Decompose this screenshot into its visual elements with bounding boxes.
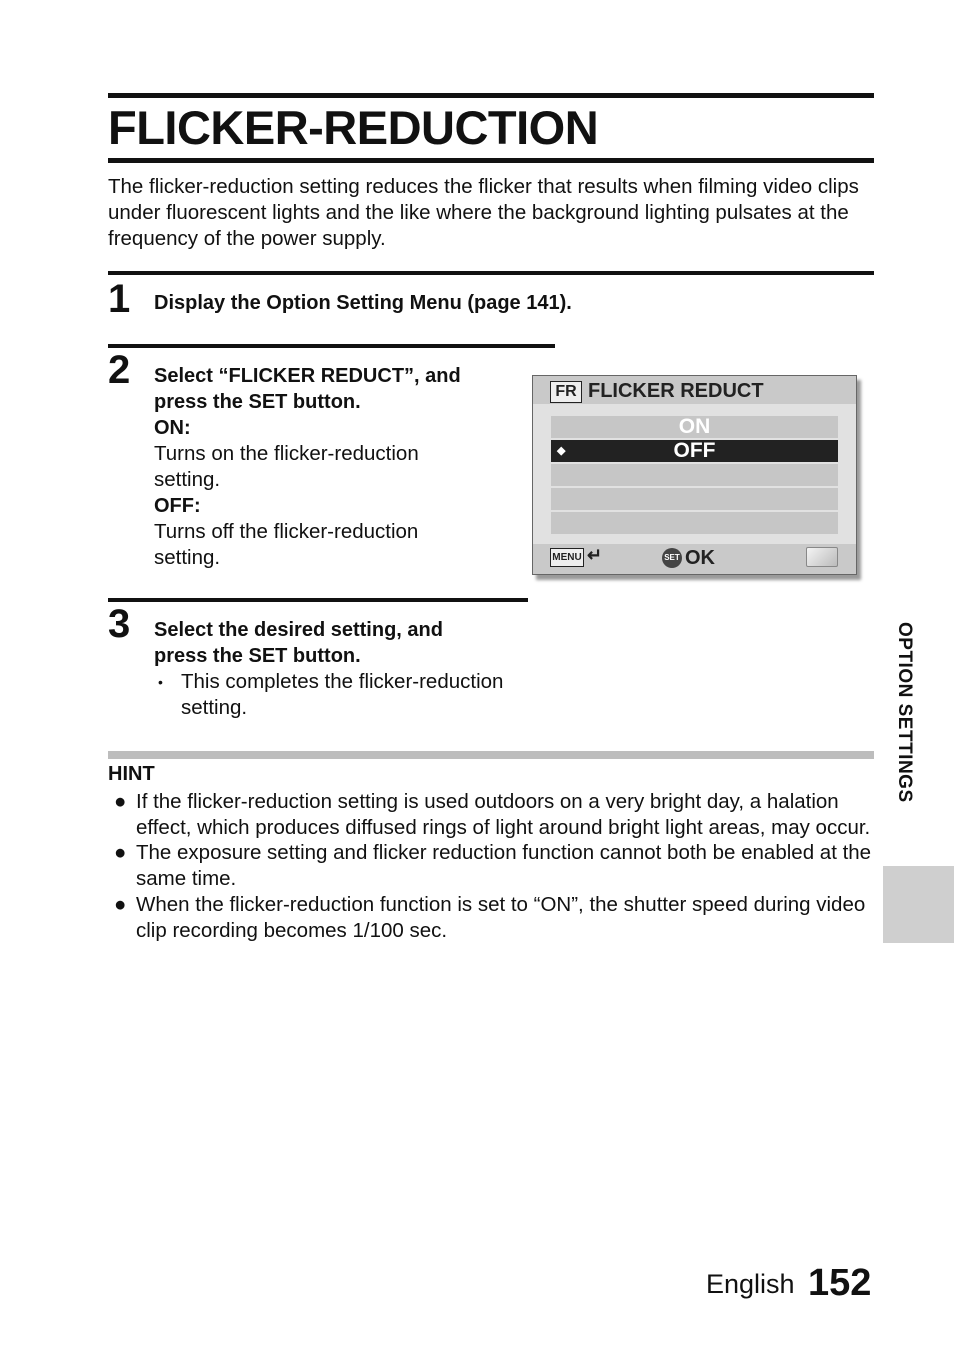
title-top-rule [108,93,874,98]
step2-heading-line1: Select “FLICKER REDUCT”, and [154,365,461,387]
page-title: FLICKER-REDUCTION [108,101,599,154]
option-empty [551,488,838,510]
camera-screen [532,375,857,575]
title-bottom-rule [108,158,874,163]
option-off-label: OFF [673,439,716,462]
step2-on-desc: Turns on the flicker-reduction setting. [154,442,419,491]
footer-language: English [706,1269,795,1299]
hint-item-text: When the flicker-reduction function is set to “ON”, the shutter speed during video clip recording becomes 1/100 sec. [136,892,866,942]
hint-item [110,892,880,943]
section-side-label: OPTION SETTINGS [894,622,915,803]
step2-rule [108,344,555,348]
bullet-icon: ● [114,892,127,916]
option-on-label: ON [678,415,711,438]
return-icon: ↵ [587,545,603,565]
hint-item-text: If the flicker-reduction setting is used outdoors on a very bright day, a halation effect, which produces diffused rings of light around bright light areas, may occur. [136,790,871,839]
selected-diamond-icon: ◆ [557,445,566,457]
step3-bullet-item [154,669,544,721]
step2-on-label: ON: [154,417,191,439]
menu-icon: MENU [550,548,584,567]
hint-list [110,789,880,943]
step1-rule [108,271,874,275]
hint-rule [108,751,874,759]
option-empty [551,512,838,534]
flicker-reduct-icon: FR [550,381,582,403]
step2-off-desc: Turns off the flicker-reduction setting. [154,520,419,569]
hint-item [110,840,880,891]
step1-number: 1 [108,277,131,321]
step2-off-label: OFF: [154,495,201,517]
step3-number: 3 [108,602,131,646]
step3-content [154,617,544,721]
step2-heading-line2: press the SET button. [154,391,361,413]
bullet-icon: ● [114,790,127,813]
hint-title: HINT [108,763,155,785]
section-tab-marker [883,866,954,943]
page-number: 152 [808,1262,872,1304]
set-button-icon: SET [662,548,682,568]
screen-header [533,376,856,404]
step2-number: 2 [108,348,131,392]
step1-heading: Display the Option Setting Menu (page 141). [154,292,572,314]
step3-heading-line2: press the SET button. [154,645,361,667]
option-on[interactable] [551,416,838,438]
screen-footer [533,544,856,574]
screen-title: FLICKER REDUCT [588,380,764,402]
intro-paragraph: The flicker-reduction setting reduces the flicker that results when filming video clips under fluorescent lights and the like where the background lighting pulsates at the frequency of the power supply. [108,175,859,250]
ok-label: OK [685,547,715,569]
step3-rule [108,598,528,602]
hint-item [110,789,880,840]
option-off[interactable] [551,440,838,462]
hint-item-text: The exposure setting and flicker reduction function cannot both be enabled at the same time. [136,841,872,891]
step3-bullet-mark: • [158,674,163,690]
step3-heading-line1: Select the desired setting, and [154,619,443,641]
step3-bullet-text: This completes the flicker-reduction setting. [181,670,504,719]
step2-content [154,363,514,571]
option-empty [551,464,838,486]
bullet-icon: ● [114,841,127,865]
battery-icon [806,547,838,567]
